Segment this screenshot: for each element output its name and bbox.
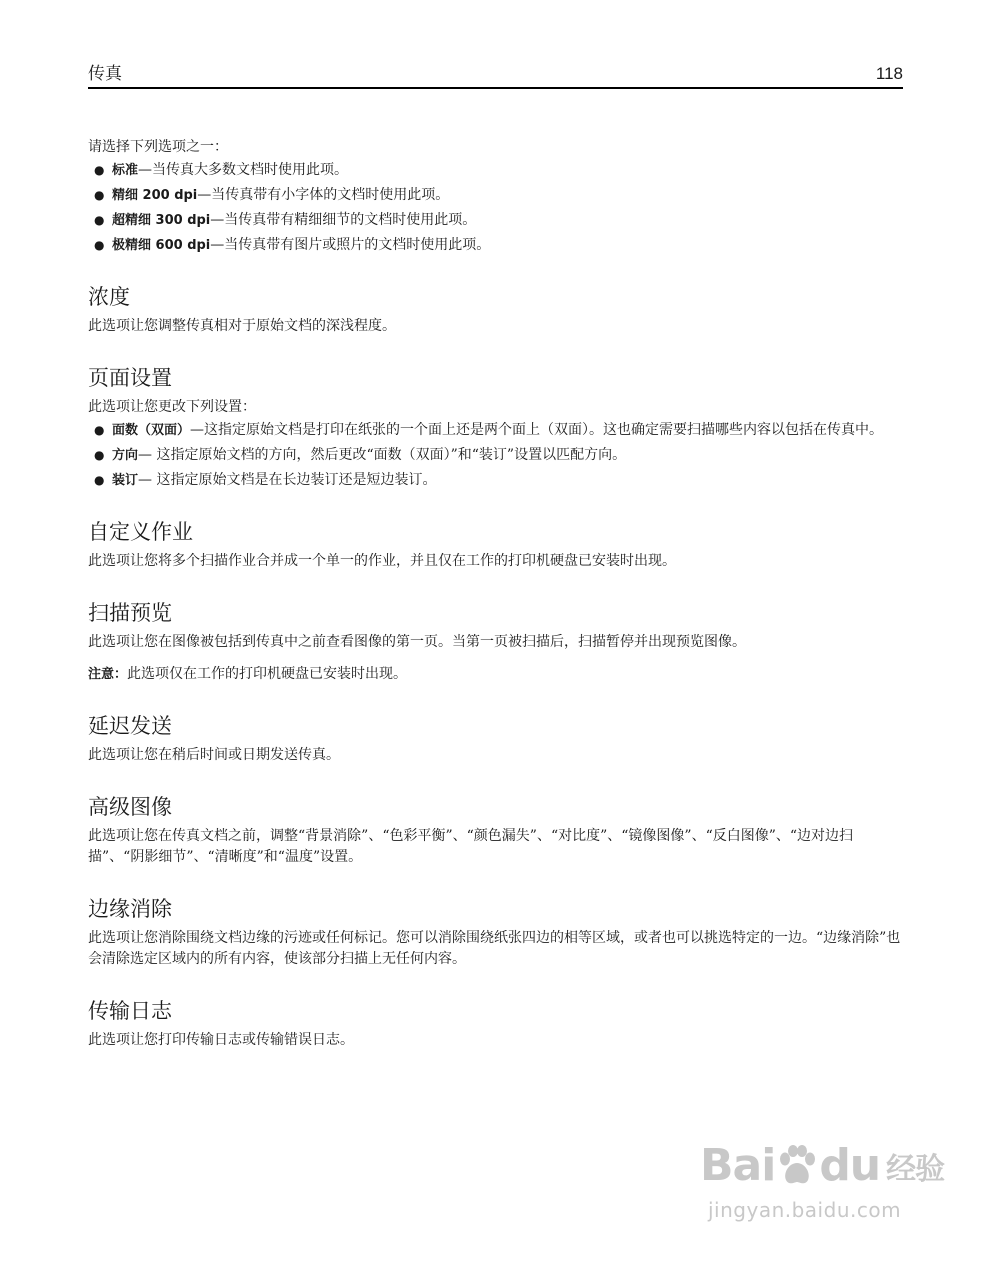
option-desc: — 这指定原始文档的方向，然后更改“面数（双面）”和“装订”设置以匹配方向。 [138, 447, 627, 463]
option-desc: —当传真带有图片或照片的文档时使用此项。 [210, 237, 491, 253]
resolution-list [88, 160, 903, 256]
section-body: 此选项让您在稍后时间或日期发送传真。 [88, 747, 340, 763]
option-desc: — 这指定原始文档是在长边装订还是短边装订。 [138, 472, 437, 488]
list-item [88, 445, 903, 466]
resolution-options [88, 137, 903, 256]
section-heading: 页面设置 [88, 366, 172, 390]
page-number: 118 [875, 64, 903, 83]
watermark-url: jingyan.baidu.com [708, 1198, 902, 1222]
section-heading: 浓度 [88, 285, 130, 309]
page-header [88, 60, 903, 89]
chapter-title: 传真 [88, 64, 122, 84]
list-item [88, 210, 903, 231]
list-item [88, 185, 903, 206]
option-term: 标准 [112, 163, 139, 178]
watermark-brand-part1: Bai [700, 1140, 776, 1191]
list-item [88, 235, 903, 256]
section-body: 此选项让您在传真文档之前，调整“背景消除”、“色彩平衡”、“颜色漏失”、“对比度”、“镜像图像”、“反白图像”、“边对边扫描”、“阴影细节”、“清晰度”和“温度”设置。 [88, 828, 854, 865]
bullet-icon: ● [94, 423, 105, 437]
bullet-icon: ● [94, 213, 105, 227]
baidu-jingyan-watermark [700, 1140, 945, 1250]
note [88, 664, 903, 685]
section-heading: 高级图像 [88, 795, 172, 819]
section-body: 此选项让您将多个扫描作业合并成一个单一的作业，并且仅在工作的打印机硬盘已安装时出现。 [88, 553, 676, 569]
option-term: 超精细 300 dpi [112, 213, 211, 228]
option-term: 装订 [112, 473, 139, 488]
watermark-brand [700, 1140, 944, 1191]
section-delayed-send [88, 712, 903, 766]
section-body: 此选项让您在图像被包括到传真中之前查看图像的第一页。当第一页被扫描后，扫描暂停并出现预览图像。 [88, 634, 746, 650]
section-body: 此选项让您打印传输日志或传输错误日志。 [88, 1032, 354, 1048]
section-heading: 边缘消除 [88, 897, 172, 921]
baidu-paw-icon [777, 1145, 817, 1187]
section-heading: 扫描预览 [88, 601, 172, 625]
note-label: 注意： [88, 667, 128, 682]
bullet-icon: ● [94, 473, 105, 487]
option-term: 面数（双面） [112, 423, 191, 438]
option-desc: —当传真大多数文档时使用此项。 [138, 162, 349, 178]
section-custom-job [88, 518, 903, 572]
section-body: 此选项让您调整传真相对于原始文档的深浅程度。 [88, 318, 396, 334]
intro-text: 请选择下列选项之一： [88, 139, 228, 155]
section-advanced-imaging [88, 793, 903, 868]
section-heading: 延迟发送 [88, 714, 172, 738]
section-heading: 传输日志 [88, 999, 172, 1023]
watermark-brand-zh: 经验 [886, 1151, 945, 1187]
bullet-icon: ● [94, 448, 105, 462]
bullet-icon: ● [94, 163, 105, 177]
note-text: 此选项仅在工作的打印机硬盘已安装时出现。 [127, 666, 408, 682]
page-setup-list [88, 420, 903, 491]
option-term: 方向 [112, 448, 139, 463]
option-desc: —当传真带有精细细节的文档时使用此项。 [210, 212, 477, 228]
section-edge-erase [88, 895, 903, 970]
option-term: 极精细 600 dpi [112, 238, 211, 253]
watermark-brand-part2: du [819, 1140, 881, 1191]
section-body: 此选项让您更改下列设置： [88, 399, 256, 415]
list-item [88, 420, 903, 441]
section-scan-preview [88, 599, 903, 685]
section-heading: 自定义作业 [88, 520, 193, 544]
option-desc: —这指定原始文档是打印在纸张的一个面上还是两个面上（双面）。这也确定需要扫描哪些内容以包括在传真中。 [190, 422, 884, 438]
section-page-setup [88, 364, 903, 491]
section-transmission-log [88, 997, 903, 1051]
document-page [88, 60, 903, 1051]
bullet-icon: ● [94, 238, 105, 252]
option-term: 精细 200 dpi [112, 188, 198, 203]
list-item [88, 470, 903, 491]
section-body: 此选项让您消除围绕文档边缘的污迹或任何标记。您可以消除围绕纸张四边的相等区域，或者也可以挑选特定的一边。“边缘消除”也会清除选定区域内的所有内容，使该部分扫描上无任何内容。 [88, 930, 901, 967]
list-item [88, 160, 903, 181]
option-desc: —当传真带有小字体的文档时使用此项。 [197, 187, 450, 203]
bullet-icon: ● [94, 188, 105, 202]
section-darkness [88, 283, 903, 337]
page-content [88, 137, 903, 1051]
